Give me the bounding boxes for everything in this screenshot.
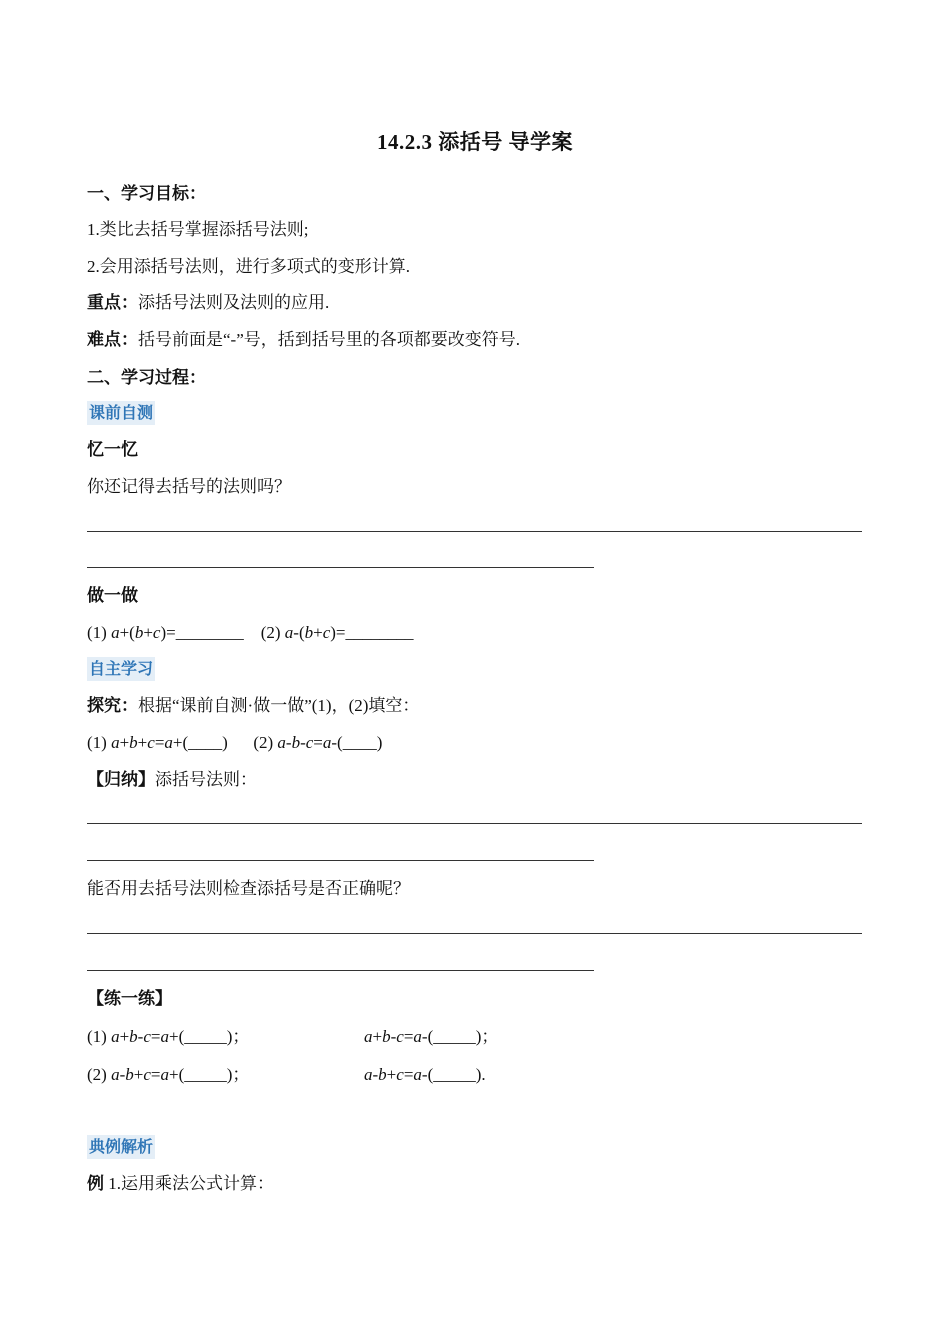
var-a: a bbox=[364, 1027, 373, 1046]
summary bbox=[87, 768, 257, 792]
var-a: a bbox=[277, 733, 286, 752]
answer-blank: +(____) bbox=[172, 733, 228, 752]
do-heading: 做一做 bbox=[87, 586, 138, 606]
operator: - bbox=[137, 1027, 144, 1046]
var-c: c bbox=[396, 1027, 404, 1046]
operator: + bbox=[119, 733, 130, 752]
operator: - bbox=[285, 733, 292, 752]
explore-text: 根据“课前自测·做一做”(1)，(2)填空： bbox=[138, 696, 420, 715]
pretest-section bbox=[87, 401, 155, 425]
summary-text: 添括号法则： bbox=[155, 770, 257, 789]
goal-item-2: 2.会用添括号法则，进行多项式的变形计算. bbox=[87, 257, 410, 276]
answer-line bbox=[87, 860, 594, 861]
explore-label: 探究： bbox=[87, 696, 138, 716]
check-question: 能否用去括号法则检查添括号是否正确呢？ bbox=[87, 879, 410, 898]
answer-line bbox=[87, 970, 594, 971]
operator: = bbox=[403, 1065, 414, 1084]
key-point-label: 重点： bbox=[87, 293, 138, 313]
var-a: a bbox=[111, 1027, 120, 1046]
var-a: a bbox=[111, 623, 120, 642]
example-label: 例 bbox=[87, 1174, 104, 1194]
goals-heading: 一、学习目标： bbox=[87, 184, 206, 204]
answer-blank: +(_____)； bbox=[168, 1065, 250, 1084]
var-a: a bbox=[160, 1065, 169, 1084]
pretest-tag: 课前自测 bbox=[87, 401, 155, 425]
fill-exercise bbox=[87, 731, 382, 755]
operator: = bbox=[154, 733, 165, 752]
difficulty-label: 难点： bbox=[87, 330, 138, 350]
answer-blank: -(____) bbox=[331, 733, 383, 752]
var-c: c bbox=[143, 1027, 151, 1046]
var-a: a bbox=[164, 733, 173, 752]
operator: - bbox=[372, 1065, 379, 1084]
var-b: b bbox=[382, 1027, 391, 1046]
operator: + bbox=[372, 1027, 383, 1046]
exercise-number: (2) bbox=[87, 1065, 112, 1084]
difficulty-text: 括号前面是“-”号，括到括号里的各项都要改变符号. bbox=[138, 330, 521, 349]
answer-blank: -(_____). bbox=[421, 1065, 486, 1084]
var-b: b bbox=[291, 733, 301, 752]
var-b: b bbox=[125, 1065, 134, 1084]
var-b: b bbox=[378, 1065, 387, 1084]
var-b: b bbox=[129, 733, 138, 752]
explore bbox=[87, 694, 419, 718]
var-c: c bbox=[152, 623, 161, 642]
var-b: b bbox=[129, 1027, 138, 1046]
answer-blank: +(_____)； bbox=[168, 1027, 250, 1046]
process-heading: 二、学习过程： bbox=[87, 368, 206, 388]
recall-question: 你还记得去括号的法则吗？ bbox=[87, 477, 291, 496]
practice-row-2-right bbox=[364, 1063, 486, 1087]
spacer bbox=[244, 623, 261, 642]
goal-item-1: 1.类比去括号掌握添括号法则; bbox=[87, 220, 309, 239]
practice-row-1-left bbox=[87, 1025, 249, 1049]
practice-heading: 【练一练】 bbox=[87, 989, 172, 1009]
var-c: c bbox=[305, 733, 314, 752]
operator: = bbox=[403, 1027, 414, 1046]
var-c: c bbox=[396, 1065, 404, 1084]
key-point bbox=[87, 291, 329, 315]
operator: -( bbox=[293, 623, 305, 642]
var-a: a bbox=[284, 623, 294, 642]
key-point-text: 添括号法则及法则的应用. bbox=[138, 293, 330, 312]
difficulty bbox=[87, 328, 520, 352]
operator: + bbox=[386, 1065, 397, 1084]
summary-label: 【归纳】 bbox=[87, 770, 155, 790]
answer-line bbox=[87, 933, 862, 934]
var-a: a bbox=[413, 1065, 422, 1084]
exercise-number: (1) bbox=[87, 1027, 112, 1046]
answer-line bbox=[87, 567, 594, 568]
operator: = bbox=[313, 733, 323, 752]
var-a: a bbox=[364, 1065, 373, 1084]
operator: - bbox=[119, 1065, 126, 1084]
practice-row-1-right bbox=[364, 1025, 498, 1049]
var-a: a bbox=[322, 733, 332, 752]
operator: = bbox=[150, 1027, 161, 1046]
example-1 bbox=[87, 1172, 274, 1196]
recall-heading: 忆一忆 bbox=[87, 440, 138, 460]
do-exercise bbox=[87, 621, 414, 645]
var-c: c bbox=[147, 733, 155, 752]
examples-section bbox=[87, 1135, 155, 1159]
exercise-number: (2) bbox=[253, 733, 278, 752]
page-title: 14.2.3 添括号 导学案 bbox=[377, 130, 573, 154]
answer-blank: -(_____)； bbox=[421, 1027, 499, 1046]
answer-line bbox=[87, 531, 862, 532]
answer-line bbox=[87, 823, 862, 824]
exercise-number: (1) bbox=[87, 733, 112, 752]
example-1-text: 1.运用乘法公式计算： bbox=[104, 1174, 274, 1193]
operator: + bbox=[143, 623, 153, 642]
spacer bbox=[228, 733, 254, 752]
selfstudy-section bbox=[87, 657, 155, 681]
var-b: b bbox=[134, 623, 144, 642]
var-b: b bbox=[304, 623, 314, 642]
var-c: c bbox=[322, 623, 331, 642]
operator: + bbox=[137, 733, 148, 752]
operator: + bbox=[119, 1027, 130, 1046]
var-a: a bbox=[413, 1027, 422, 1046]
practice-row-2-left bbox=[87, 1063, 249, 1087]
answer-blank: )=________ bbox=[330, 623, 414, 642]
operator: = bbox=[150, 1065, 161, 1084]
operator: - bbox=[390, 1027, 397, 1046]
operator: + bbox=[313, 623, 323, 642]
selfstudy-tag: 自主学习 bbox=[87, 657, 155, 681]
var-a: a bbox=[111, 733, 120, 752]
var-c: c bbox=[143, 1065, 151, 1084]
exercise-number: (1) bbox=[87, 623, 112, 642]
examples-tag: 典例解析 bbox=[87, 1135, 155, 1159]
var-a: a bbox=[160, 1027, 169, 1046]
operator: +( bbox=[119, 623, 135, 642]
answer-blank: )=________ bbox=[160, 623, 244, 642]
var-a: a bbox=[111, 1065, 120, 1084]
exercise-number: (2) bbox=[260, 623, 285, 642]
operator: - bbox=[300, 733, 306, 752]
operator: + bbox=[133, 1065, 144, 1084]
